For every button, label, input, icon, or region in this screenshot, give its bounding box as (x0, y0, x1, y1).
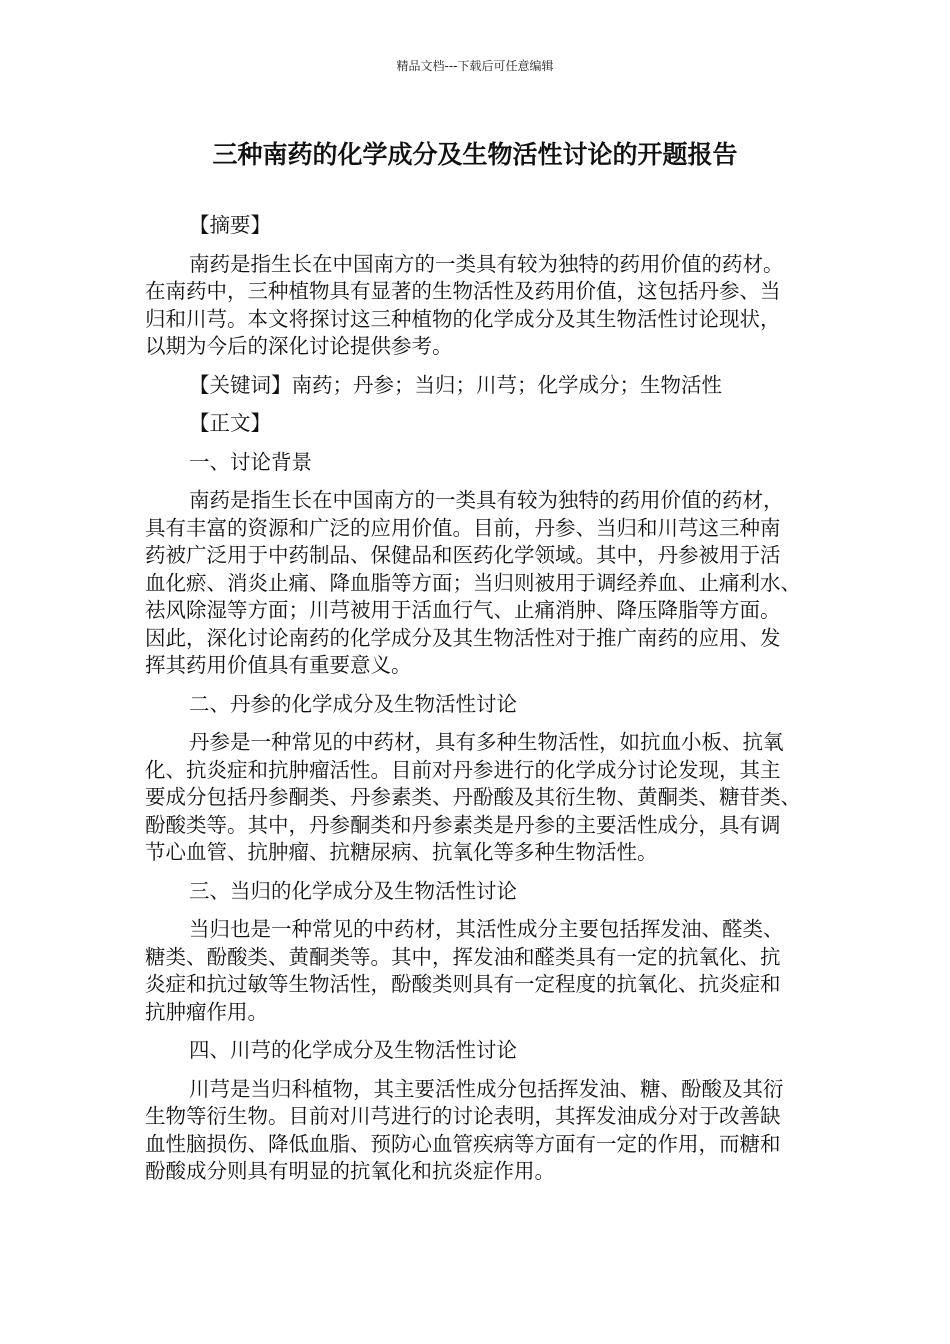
paragraph-line: 南药是指生长在中国南方的一类具有较为独特的药用价值的药材， (189, 488, 784, 512)
paragraph-line: 当归也是一种常见的中药材，其活性成分主要包括挥发油、醛类、 (189, 917, 784, 941)
paragraph-line: 南药是指生长在中国南方的一类具有较为独特的药用价值的药材。 (189, 251, 784, 276)
paragraph-line: 归和川芎。本文将探讨这三种植物的化学成分及其生物活性讨论现状， (145, 306, 781, 331)
section-heading: 三、当归的化学成分及生物活性讨论 (189, 878, 517, 903)
section-paragraph (145, 729, 801, 867)
body-label: 【正文】 (189, 411, 271, 435)
paragraph-line: 酚酸类等。其中，丹参酮类和丹参素类是丹参的主要活性成分，具有调 (145, 812, 781, 837)
paragraph-line: 药被广泛用于中药制品、保健品和医药化学领域。其中，丹参被用于活 (145, 543, 781, 567)
keywords-line: 【关键词】南药；丹参；当归；川芎；化学成分；生物活性 (189, 372, 722, 397)
section-heading: 一、讨论背景 (189, 449, 312, 474)
abstract-paragraph (145, 251, 790, 361)
paragraph-line: 丹参是一种常见的中药材，具有多种生物活性，如抗血小板、抗氧 (189, 730, 784, 754)
paragraph-line: 炎症和抗过敏等生物活性，酚酸类则具有一定程度的抗氧化、抗炎症和 (145, 972, 781, 996)
paragraph-line: 酚酸成分则具有明显的抗氧化和抗炎症作用。 (145, 1159, 555, 1183)
paragraph-line: 具有丰富的资源和广泛的应用价值。目前，丹参、当归和川芎这三种南 (145, 515, 781, 540)
paragraph-line: 在南药中，三种植物具有显著的生物活性及药用价值，这包括丹参、当 (145, 279, 781, 303)
abstract-label: 【摘要】 (189, 213, 271, 237)
paragraph-line: 以期为今后的深化讨论提供参考。 (145, 334, 453, 358)
section-heading: 二、丹参的化学成分及生物活性讨论 (189, 691, 517, 716)
header-note: 精品文档---下载后可任意编辑 (396, 59, 554, 73)
paragraph-line: 要成分包括丹参酮类、丹参素类、丹酚酸及其衍生物、黄酮类、糖苷类、 (145, 785, 801, 809)
section-paragraph (145, 1076, 790, 1186)
section-heading: 四、川芎的化学成分及生物活性讨论 (189, 1038, 517, 1062)
paragraph-line: 川芎是当归科植物，其主要活性成分包括挥发油、糖、酚酸及其衍 (189, 1076, 784, 1101)
paragraph-line: 因此，深化讨论南药的化学成分及其生物活性对于推广南药的应用、发 (145, 625, 781, 650)
section-paragraph (145, 487, 801, 680)
document-body (145, 212, 801, 1197)
paragraph-line: 抗肿瘤作用。 (145, 999, 268, 1024)
paragraph-line: 糖类、酚酸类、黄酮类等。其中，挥发油和醛类具有一定的抗氧化、抗 (145, 944, 781, 969)
paragraph-line: 挥其药用价值具有重要意义。 (145, 653, 412, 677)
paragraph-line: 生物等衍生物。目前对川芎进行的讨论表明，其挥发油成分对于改善缺 (145, 1104, 781, 1128)
document-title: 三种南药的化学成分及生物活性讨论的开题报告 (212, 140, 738, 169)
paragraph-line: 祛风除湿等方面；川芎被用于活血行气、止痛消肿、降压降脂等方面。 (145, 598, 781, 622)
paragraph-line: 化、抗炎症和抗肿瘤活性。目前对丹参进行的化学成分讨论发现，其主 (145, 757, 781, 782)
paragraph-line: 血性脑损伤、降低血脂、预防心血管疾病等方面有一定的作用，而糖和 (145, 1131, 781, 1156)
section-paragraph (145, 916, 790, 1026)
paragraph-line: 血化瘀、消炎止痛、降血脂等方面；当归则被用于调经养血、止痛利水、 (145, 570, 801, 595)
paragraph-line: 节心血管、抗肿瘤、抗糖尿病、抗氧化等多种生物活性。 (145, 840, 658, 864)
